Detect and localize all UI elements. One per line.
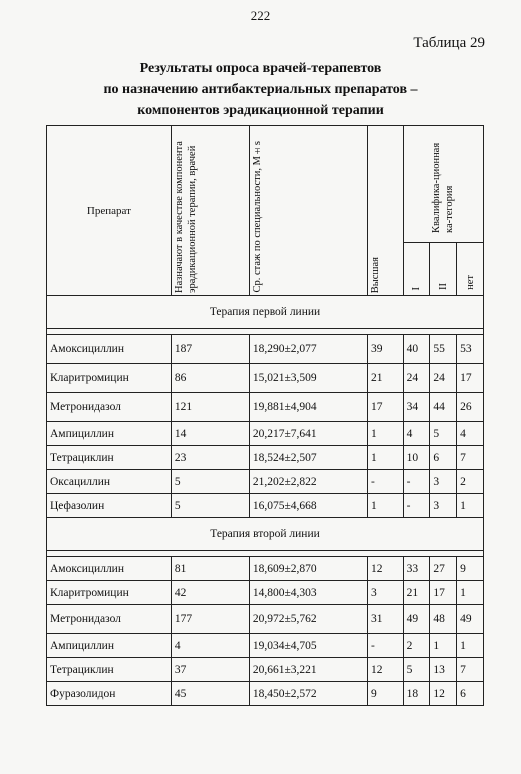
table-row xyxy=(47,494,484,518)
cell-none: 17 xyxy=(457,364,484,393)
header-qualification-text: Квалифика-ционная ка-тегория xyxy=(431,142,456,233)
table-row xyxy=(47,682,484,706)
cell-prescribe: 14 xyxy=(171,422,249,446)
table-row xyxy=(47,446,484,470)
table-row xyxy=(47,557,484,581)
table-label: Таблица 29 xyxy=(413,35,485,51)
cell-experience: 18,290±2,077 xyxy=(249,335,367,364)
header-none-text: нет xyxy=(464,275,476,290)
cell-highest: 12 xyxy=(368,658,404,682)
table-row xyxy=(47,335,484,364)
cell-prescribe: 81 xyxy=(171,557,249,581)
cell-prescribe: 86 xyxy=(171,364,249,393)
cell-highest: 17 xyxy=(368,393,404,422)
cell-first: 5 xyxy=(403,658,430,682)
cell-second: 12 xyxy=(430,682,457,706)
header-first xyxy=(403,243,430,296)
cell-none: 1 xyxy=(457,494,484,518)
title-line: по назначению антибактериальных препаратов – xyxy=(103,82,418,97)
cell-none: 6 xyxy=(457,682,484,706)
cell-highest: 9 xyxy=(368,682,404,706)
header-none xyxy=(457,243,484,296)
cell-first: 49 xyxy=(403,605,430,634)
cell-second: 55 xyxy=(430,335,457,364)
cell-first: 34 xyxy=(403,393,430,422)
table-row xyxy=(47,422,484,446)
cell-drug: Ампициллин xyxy=(47,634,172,658)
cell-first: 10 xyxy=(403,446,430,470)
cell-none: 9 xyxy=(457,557,484,581)
cell-experience: 19,881±4,904 xyxy=(249,393,367,422)
cell-drug: Фуразолидон xyxy=(47,682,172,706)
header-first-text: I xyxy=(411,286,423,290)
cell-first: 18 xyxy=(403,682,430,706)
cell-experience: 18,609±2,870 xyxy=(249,557,367,581)
cell-experience: 20,972±5,762 xyxy=(249,605,367,634)
cell-second: 24 xyxy=(430,364,457,393)
cell-first: 4 xyxy=(403,422,430,446)
cell-none: 49 xyxy=(457,605,484,634)
section-header-row xyxy=(47,518,484,551)
cell-highest: - xyxy=(368,470,404,494)
cell-none: 2 xyxy=(457,470,484,494)
cell-highest: 21 xyxy=(368,364,404,393)
cell-first: 2 xyxy=(403,634,430,658)
cell-second: 44 xyxy=(430,393,457,422)
header-second xyxy=(430,243,457,296)
table-row xyxy=(47,470,484,494)
header-experience-text: Ср. стаж по специальности, M±s xyxy=(251,141,263,293)
cell-prescribe: 177 xyxy=(171,605,249,634)
cell-second: 5 xyxy=(430,422,457,446)
cell-prescribe: 4 xyxy=(171,634,249,658)
table-row xyxy=(47,393,484,422)
cell-second: 6 xyxy=(430,446,457,470)
cell-first: 24 xyxy=(403,364,430,393)
header-prescribe-text: Назначают в качестве компонента эрадикационной терапии, врачей xyxy=(173,141,198,293)
cell-first: 21 xyxy=(403,581,430,605)
cell-prescribe: 121 xyxy=(171,393,249,422)
cell-highest: 1 xyxy=(368,446,404,470)
cell-drug: Тетрациклин xyxy=(47,658,172,682)
cell-prescribe: 5 xyxy=(171,470,249,494)
cell-highest: 39 xyxy=(368,335,404,364)
header-highest xyxy=(368,126,404,296)
results-table xyxy=(46,125,484,706)
cell-experience: 18,524±2,507 xyxy=(249,446,367,470)
cell-experience: 15,021±3,509 xyxy=(249,364,367,393)
cell-drug: Метронидазол xyxy=(47,605,172,634)
cell-experience: 21,202±2,822 xyxy=(249,470,367,494)
cell-experience: 20,217±7,641 xyxy=(249,422,367,446)
section-header-row xyxy=(47,296,484,329)
cell-drug: Тетрациклин xyxy=(47,446,172,470)
cell-first: 40 xyxy=(403,335,430,364)
cell-drug: Ампициллин xyxy=(47,422,172,446)
cell-prescribe: 187 xyxy=(171,335,249,364)
cell-drug: Кларитромицин xyxy=(47,581,172,605)
page-number: 222 xyxy=(250,8,271,23)
header-highest-text: Высшая xyxy=(370,256,382,293)
cell-none: 7 xyxy=(457,446,484,470)
cell-prescribe: 37 xyxy=(171,658,249,682)
cell-second: 3 xyxy=(430,470,457,494)
cell-highest: 1 xyxy=(368,494,404,518)
cell-none: 7 xyxy=(457,658,484,682)
header-qualification xyxy=(403,126,483,243)
cell-experience: 19,034±4,705 xyxy=(249,634,367,658)
cell-prescribe: 42 xyxy=(171,581,249,605)
cell-second: 17 xyxy=(430,581,457,605)
cell-none: 1 xyxy=(457,634,484,658)
cell-prescribe: 5 xyxy=(171,494,249,518)
cell-second: 3 xyxy=(430,494,457,518)
cell-none: 26 xyxy=(457,393,484,422)
cell-second: 48 xyxy=(430,605,457,634)
title-line: Результаты опроса врачей-терапевтов xyxy=(139,61,382,76)
cell-drug: Кларитромицин xyxy=(47,364,172,393)
cell-second: 27 xyxy=(430,557,457,581)
cell-drug: Метронидазол xyxy=(47,393,172,422)
cell-experience: 20,661±3,221 xyxy=(249,658,367,682)
cell-first: 33 xyxy=(403,557,430,581)
cell-drug: Амоксициллин xyxy=(47,557,172,581)
cell-highest: 31 xyxy=(368,605,404,634)
cell-none: 4 xyxy=(457,422,484,446)
cell-experience: 16,075±4,668 xyxy=(249,494,367,518)
cell-experience: 14,800±4,303 xyxy=(249,581,367,605)
cell-drug: Цефазолин xyxy=(47,494,172,518)
table-row xyxy=(47,581,484,605)
table-row xyxy=(47,634,484,658)
header-prescribe xyxy=(171,126,249,296)
cell-none: 1 xyxy=(457,581,484,605)
title-line: компонентов эрадикационной терапии xyxy=(137,103,384,118)
header-drug: Препарат xyxy=(47,126,172,296)
cell-highest: - xyxy=(368,634,404,658)
table-row xyxy=(47,364,484,393)
cell-prescribe: 23 xyxy=(171,446,249,470)
table-row xyxy=(47,605,484,634)
section-title: Терапия второй линии xyxy=(47,518,484,551)
cell-first: - xyxy=(403,470,430,494)
cell-highest: 1 xyxy=(368,422,404,446)
cell-drug: Амоксициллин xyxy=(47,335,172,364)
cell-second: 1 xyxy=(430,634,457,658)
header-second-text: II xyxy=(437,283,449,290)
table-row xyxy=(47,658,484,682)
cell-highest: 12 xyxy=(368,557,404,581)
cell-first: - xyxy=(403,494,430,518)
cell-none: 53 xyxy=(457,335,484,364)
section-title: Терапия первой линии xyxy=(47,296,484,329)
cell-second: 13 xyxy=(430,658,457,682)
header-experience xyxy=(249,126,367,296)
cell-highest: 3 xyxy=(368,581,404,605)
cell-prescribe: 45 xyxy=(171,682,249,706)
cell-experience: 18,450±2,572 xyxy=(249,682,367,706)
cell-drug: Оксациллин xyxy=(47,470,172,494)
table-title xyxy=(0,58,521,121)
